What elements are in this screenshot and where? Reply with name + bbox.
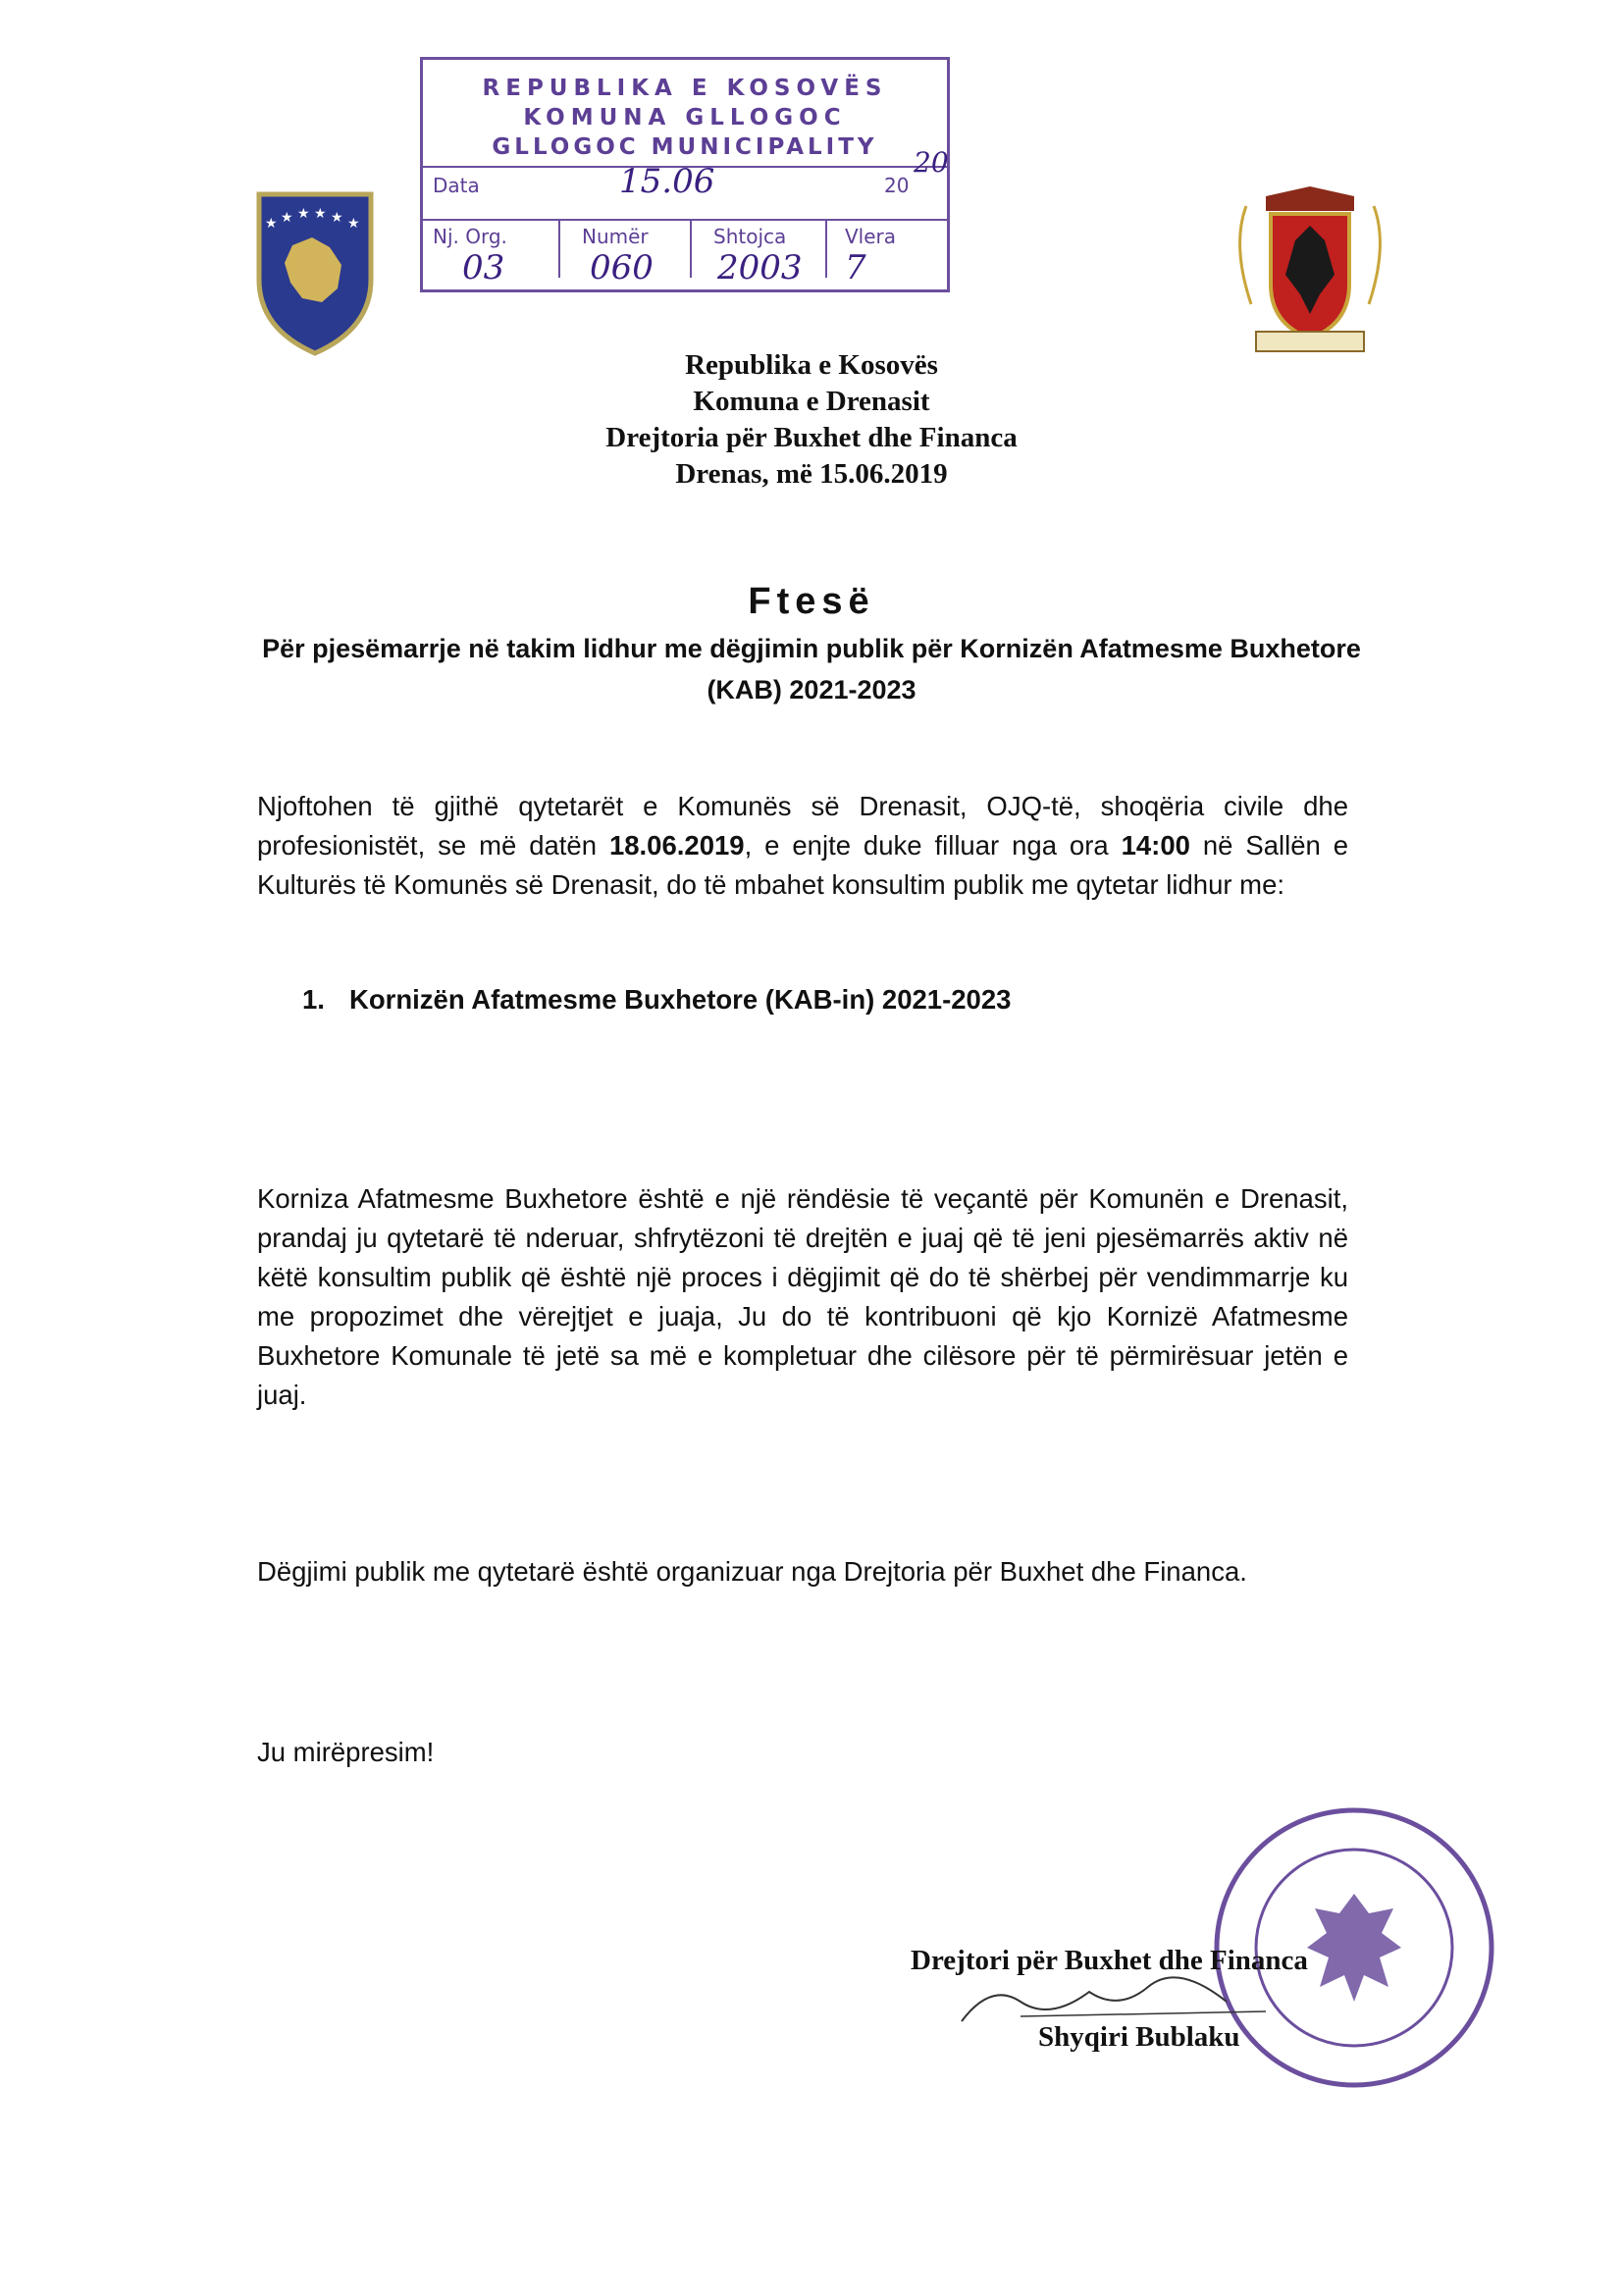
registry-col-num: Numër [582,225,649,248]
svg-text:★: ★ [347,216,360,232]
header-country: Republika e Kosovës [685,349,938,381]
closing-text: Ju mirëpresim! [257,1737,435,1767]
list-item-number: 1. [302,984,325,1015]
svg-text:★: ★ [314,206,327,222]
signature-name: Shyqiri Bublaku [1038,2021,1240,2053]
list-item [302,984,1011,1016]
svg-text:★: ★ [265,216,278,232]
paragraph-announcement-part1: Njoftohen të gjithë qytetarët e Komunës së Drenasit, OJQ-të, shoqëria civile dhe profesionistët, se më datën [257,791,1348,861]
svg-text:★: ★ [281,210,293,226]
paragraph-importance: Korniza Afatmesme Buxhetore është e një rëndësie të veçantë për Komunën e Drenasit, prandaj ju qytetarë të nderuar, shfrytëzoni të drejtën e juaj që të jeni pjesëmarrës aktiv në këtë konsultim publik që është një proces i dëgjimit që do të shërbej për vendimmarrje ku me propozimet dhe vërejtjet e juaja, Ju do të kontribuoni që kjo Kornizë Afatmesme Buxhetore Komunale të jetë sa më e kompletuar dhe cilësore për të përmirësuar jetën e juaj. [257,1183,1348,1410]
header-place-date: Drenas, më 15.06.2019 [675,458,948,490]
paragraph-announcement-part2: , e enjte duke filluar nga ora [744,830,1122,861]
registry-col-org: Nj. Org. [433,225,507,248]
signature-title: Drejtori për Buxhet dhe Financa [911,1945,1308,1976]
registry-number-row [423,219,947,289]
svg-text:★: ★ [297,206,310,222]
registry-val-val: 7 [845,248,866,287]
meeting-time: 14:00 [1121,830,1190,861]
list-item-text: Kornizën Afatmesme Buxhetore (KAB-in) 2021-2023 [349,984,1012,1015]
registry-val-num: 060 [590,248,654,287]
paragraph-announcement-part3: në Sallën e Kulturës të Komunës së Drenasit, do të mbahet konsultim publik me qytetar lidhur me: [257,830,1349,900]
registry-year-suffix: 20 [914,146,949,179]
kosovo-coat-of-arms [251,186,379,358]
registry-stamp-line1: REPUBLIKA E KOSOVËS [482,76,888,101]
document-subtitle: Për pjesëmarrje në takim lidhur me dëgjimin publik për Kornizën Afatmesme Buxhetore (KAB) 2021-2023 [262,634,1361,704]
header-municipality: Komuna e Drenasit [693,386,930,417]
paragraph-organizer: Dëgjimi publik me qytetarë është organizuar nga Drejtoria për Buxhet dhe Financa. [257,1556,1247,1587]
registry-val-att: 2003 [717,248,803,287]
registry-stamp-line3: GLLOGOC MUNICIPALITY [492,134,878,160]
registry-stamp [420,57,950,292]
registry-stamp-line2: KOMUNA GLLOGOC [523,105,847,130]
registry-date-value: 15.06 [619,162,715,201]
registry-date-label: Data [433,174,480,197]
registry-col-val: Vlera [845,225,897,248]
municipality-emblem [1227,186,1393,358]
registry-col-att: Shtojca [713,225,787,248]
document-title: Ftesë [748,581,875,622]
registry-val-org: 03 [462,248,505,287]
registry-year-label: 20 [884,174,910,197]
meeting-date: 18.06.2019 [608,830,745,861]
svg-text:★: ★ [331,210,343,226]
paragraph-announcement [257,787,1348,905]
header-department: Drejtoria për Buxhet dhe Financa [605,422,1018,453]
